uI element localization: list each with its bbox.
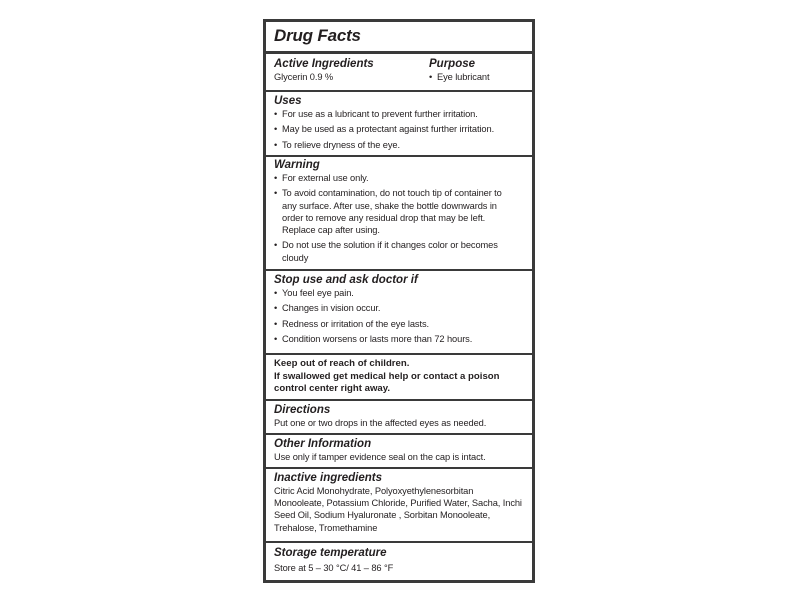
active-ingredients-heading: Active Ingredients [274, 58, 374, 70]
uses-item: • To relieve dryness of the eye. [274, 139, 532, 151]
purpose-heading: Purpose [429, 58, 476, 70]
divider [266, 155, 532, 157]
divider [266, 399, 532, 401]
keep-out-section [266, 358, 532, 396]
inactive-ingredients-section [266, 471, 532, 534]
divider [266, 541, 532, 543]
other-information-text: Use only if tamper evidence seal on the cap is intact. [274, 452, 486, 462]
storage-text: Store at 5 – 30 °C/ 41 – 86 °F [274, 563, 394, 573]
warning-item: • To avoid contamination, do not touch tip of container to any surface. After use, shake the bottle downwards in order to remove any residual drop that may be left. Replace cap after using. [274, 187, 518, 236]
inactive-ingredients-text: Citric Acid Monohydrate, Polyoxyethylenesorbitan Monooleate, Potassium Chloride, Purified Water, Sacha, Inchi Seed Oil, Sodium Hyaluronate , Sorbitan Monooleate, Trehalose, Tromethamine [274, 486, 522, 533]
stop-use-item: • Redness or irritation of the eye lasts. [274, 318, 532, 330]
storage-section [266, 546, 532, 574]
uses-item: • May be used as a protectant against further irritation. [274, 123, 532, 135]
uses-item: • For use as a lubricant to prevent further irritation. [274, 108, 532, 120]
drug-facts-panel [263, 19, 535, 583]
divider [266, 90, 532, 92]
stop-use-section [266, 273, 532, 349]
divider [266, 353, 532, 355]
stop-use-item: • You feel eye pain. [274, 287, 532, 299]
divider [266, 51, 532, 54]
purpose-item: • Eye lubricant [429, 71, 489, 83]
directions-text: Put one or two drops in the affected eyes as needed. [274, 418, 487, 428]
swallowed-warning: If swallowed get medical help or contact a poison control center right away. [274, 370, 500, 395]
other-information-section [266, 437, 532, 463]
stop-use-item: • Changes in vision occur. [274, 302, 532, 314]
other-information-heading: Other Information [274, 438, 372, 450]
warning-item: • Do not use the solution if it changes color or becomes cloudy [274, 239, 518, 263]
drug-facts-title: Drug Facts [274, 26, 361, 45]
keep-out-line: Keep out of reach of children. [274, 358, 410, 369]
storage-heading: Storage temperature [274, 547, 387, 559]
divider [266, 269, 532, 271]
directions-heading: Directions [274, 404, 331, 416]
active-ingredients-section [266, 57, 532, 87]
divider [266, 467, 532, 469]
uses-section [266, 94, 532, 154]
divider [266, 433, 532, 435]
warning-heading: Warning [274, 159, 320, 171]
inactive-ingredients-heading: Inactive ingredients [274, 472, 383, 484]
uses-heading: Uses [274, 95, 302, 107]
warning-item: • For external use only. [274, 172, 518, 184]
stop-use-item: • Condition worsens or lasts more than 72 hours. [274, 333, 532, 345]
directions-section [266, 403, 532, 429]
active-ingredient: Glycerin 0.9 % [274, 72, 334, 82]
warning-section [266, 158, 532, 267]
purpose-column [429, 57, 489, 86]
stop-use-heading: Stop use and ask doctor if [274, 274, 418, 286]
drug-facts-title-section [266, 26, 532, 46]
